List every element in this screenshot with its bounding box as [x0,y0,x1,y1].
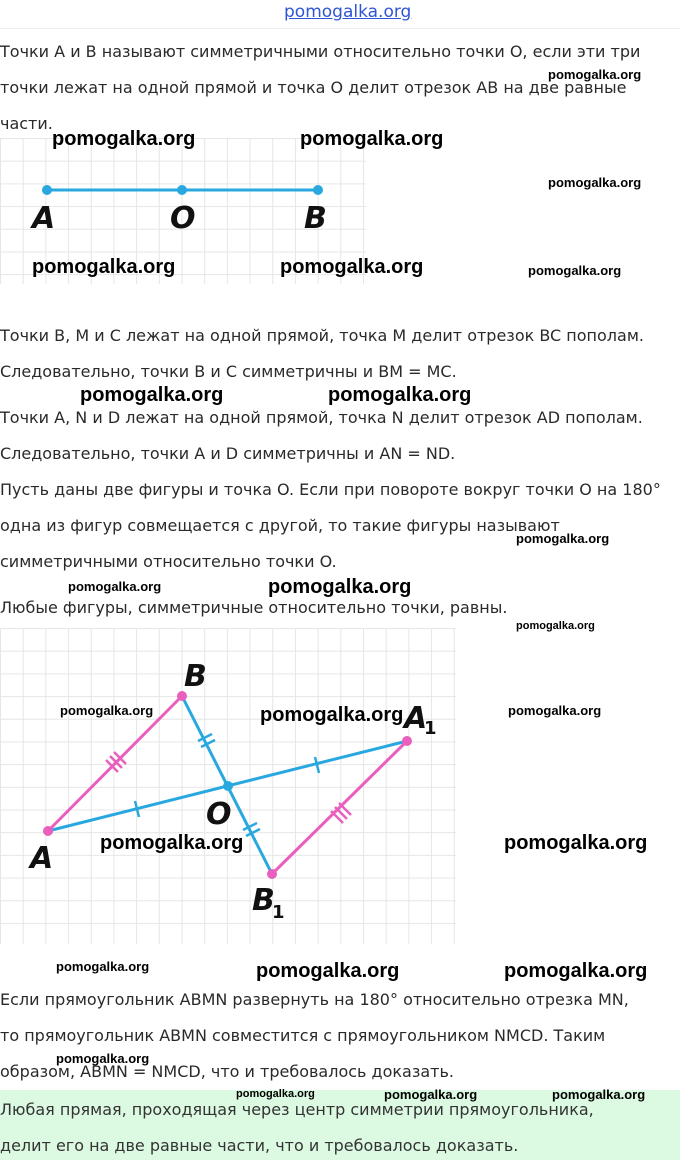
paragraph-1-line-2: точки лежат на одной прямой и точка O делит отрезок AB на две равные [0,78,627,97]
paragraph-4-line-1: Пусть даны две фигуры и точка O. Если при повороте вокруг точки O на 180° [0,480,661,499]
point-o [223,781,233,791]
site-link[interactable]: pomogalka.org [284,2,412,22]
watermark: pomogalka.org [384,1087,478,1102]
watermark: pomogalka.org [548,67,642,82]
watermark: pomogalka.org [260,704,404,726]
paragraph-5-line-1: Любые фигуры, симметричные относительно точки, равны. [0,598,508,617]
watermark: pomogalka.org [56,1051,150,1066]
paragraph-4-line-2: одна из фигур совмещается с другой, то такие фигуры называют [0,516,560,535]
watermark: pomogalka.org [60,703,154,718]
point-b1 [267,869,277,879]
point-a [42,185,52,195]
watermark: pomogalka.org [504,960,648,982]
watermark: pomogalka.org [32,256,176,278]
paragraph-6-line-1: Если прямоугольник ABMN развернуть на 180° относительно отрезка MN, [0,990,629,1009]
label-b: B [184,659,207,694]
watermark: pomogalka.org [528,263,622,278]
paragraph-6-line-3: образом, ABMN = NMCD, что и требовалось доказать. [0,1062,455,1081]
paragraph-2-line-1: Точки B, M и C лежат на одной прямой, точка M делит отрезок BC пополам. [0,326,644,345]
label-a1: A [404,701,428,736]
label-o: O [206,797,232,832]
paragraph-3-line-1: Точки A, N и D лежат на одной прямой, точка N делит отрезок AD пополам. [0,408,643,427]
watermark: pomogalka.org [504,832,648,854]
label-a: A [32,201,56,236]
ticks-b1a1 [331,803,351,823]
paragraph-3-line-2: Следовательно, точки A и D симметричны и AN = ND. [0,444,456,463]
point-a [43,826,53,836]
watermark: pomogalka.org [68,579,162,594]
point-b [313,185,323,195]
watermark: pomogalka.org [552,1087,646,1102]
label-o: O [170,201,196,236]
watermark: pomogalka.org [280,256,424,278]
label-a: A [30,841,54,876]
label-b1: B [252,883,275,918]
header-divider [0,28,680,29]
watermark: pomogalka.org [508,703,602,718]
watermark: pomogalka.org [300,128,444,150]
watermark: pomogalka.org [52,128,196,150]
watermark: pomogalka.org [516,531,610,546]
figure-2-symmetry-diagram [0,628,456,944]
watermark: pomogalka.org [516,620,595,632]
watermark: pomogalka.org [256,960,400,982]
paragraph-7-line-2: делит его на две равные части, что и требовалось доказать. [0,1136,519,1155]
paragraph-2-line-2: Следовательно, точки B и C симметричны и BM = MC. [0,362,457,381]
watermark: pomogalka.org [268,576,412,598]
watermark: pomogalka.org [328,384,472,406]
paragraph-1-line-3: части. [0,114,53,133]
paragraph-6-line-2: то прямоугольник ABMN совместится с прямоугольником NMCD. Таким [0,1026,606,1045]
segment-b1a1 [272,741,407,874]
paragraph-4-line-3: симметричными относительно точки O. [0,552,337,571]
watermark: pomogalka.org [56,959,150,974]
label-b1-subscript: 1 [272,902,285,923]
watermark: pomogalka.org [236,1088,315,1100]
watermark: pomogalka.org [100,832,244,854]
point-a1 [402,736,412,746]
paragraph-7-line-1: Любая прямая, проходящая через центр симметрии прямоугольника, [0,1100,594,1119]
watermark: pomogalka.org [548,175,642,190]
label-a1-subscript: 1 [424,718,437,739]
watermark: pomogalka.org [80,384,224,406]
label-b: B [304,201,327,236]
paragraph-1-line-1: Точки A и B называют симметричными относительно точки O, если эти три [0,42,641,61]
point-o [177,185,187,195]
